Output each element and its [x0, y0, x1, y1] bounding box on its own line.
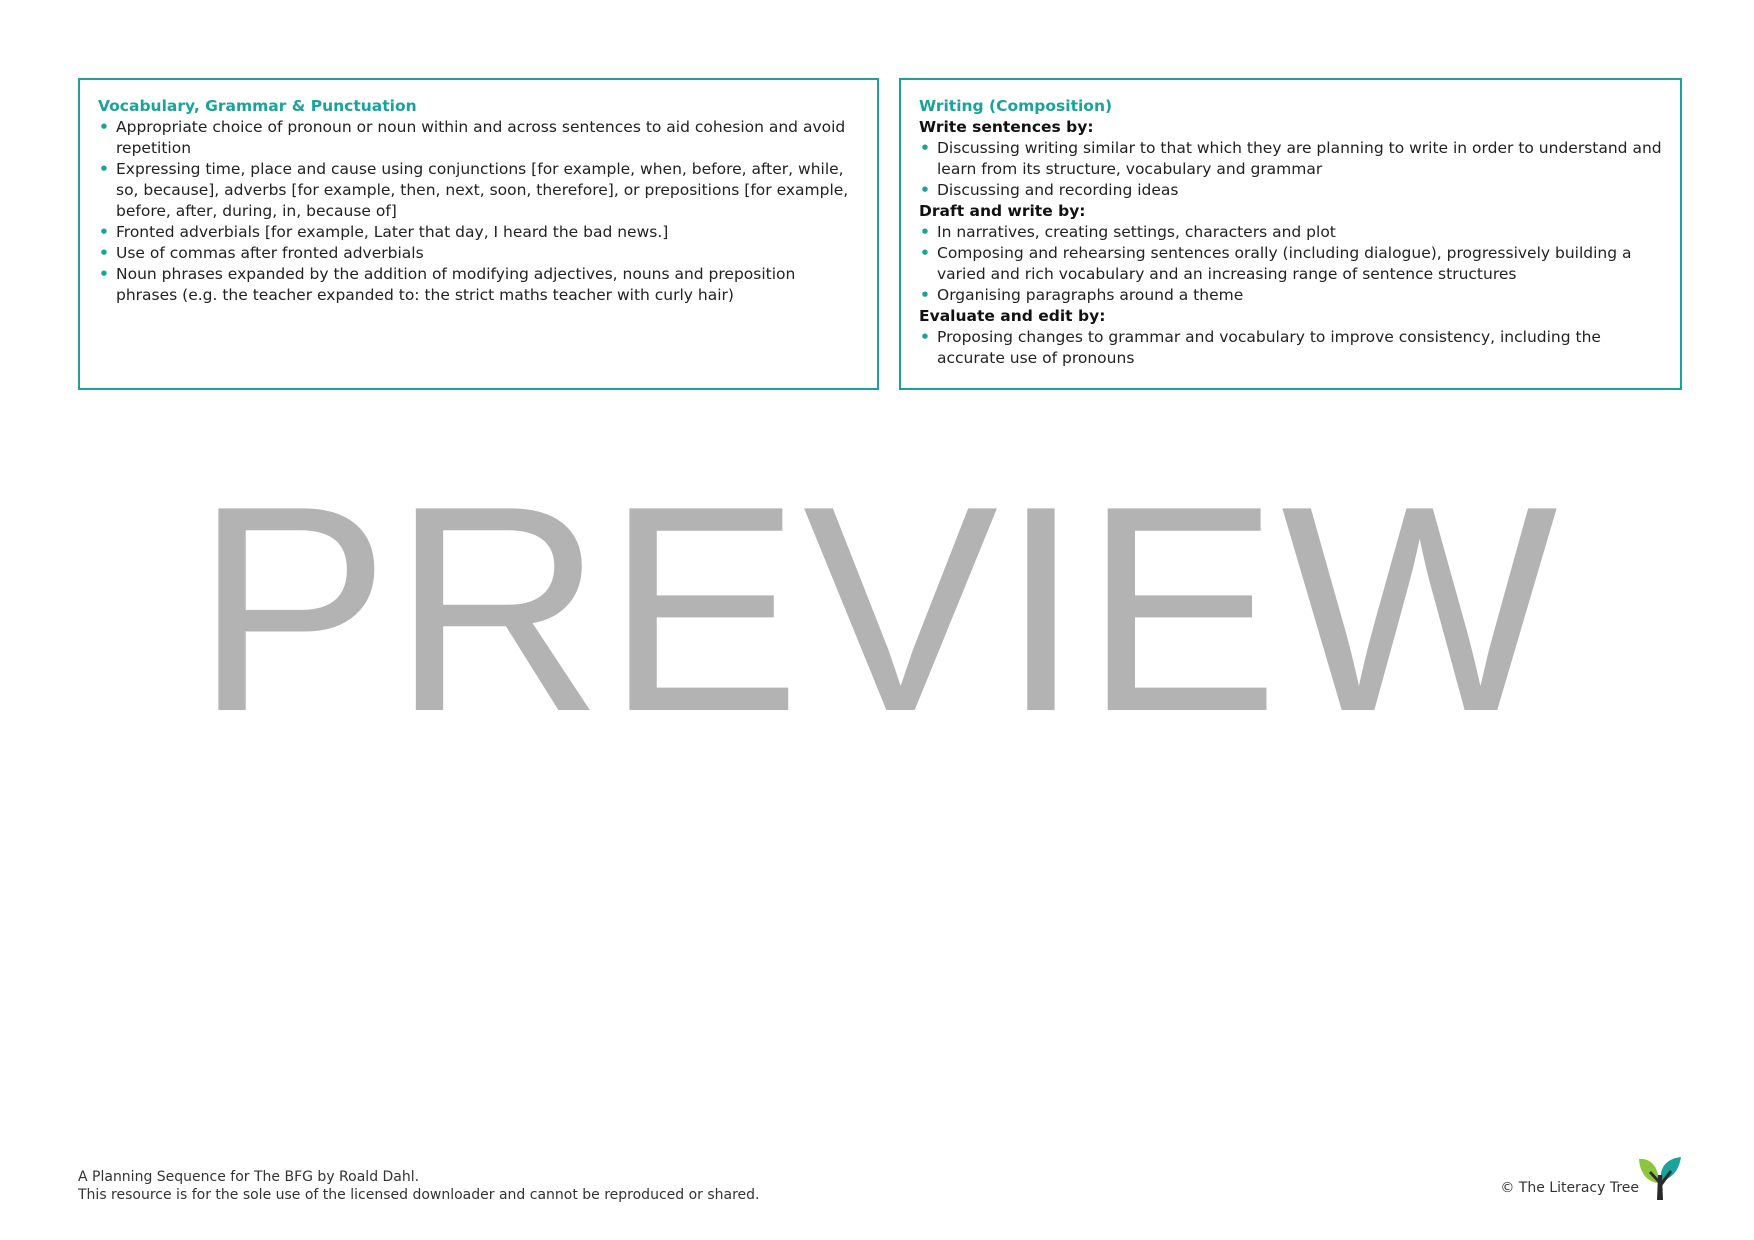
- copyright-text: © The Literacy Tree: [1500, 1180, 1639, 1196]
- bullet-list: [98, 117, 859, 306]
- list-item-text: In narratives, creating settings, characters and plot: [937, 223, 1336, 241]
- list-item-text: Fronted adverbials [for example, Later that day, I heard the bad news.]: [116, 223, 669, 241]
- list-item: [919, 180, 1662, 201]
- bullet-icon: •: [920, 223, 930, 241]
- list-item-text: Composing and rehearsing sentences orally (including dialogue), progressively building a varied and rich vocabulary and an increasing range of sentence structures: [937, 244, 1632, 283]
- literacy-tree-logo-icon: [1637, 1153, 1683, 1203]
- bullet-icon: •: [920, 286, 930, 304]
- list-item: [98, 264, 859, 306]
- bullet-icon: •: [99, 160, 109, 178]
- list-item: [919, 327, 1662, 369]
- list-item: [98, 117, 859, 159]
- list-item: [98, 159, 859, 222]
- bullet-icon: •: [99, 223, 109, 241]
- list-item: [919, 243, 1662, 285]
- box-title: Writing (Composition): [919, 97, 1113, 115]
- list-item-text: Proposing changes to grammar and vocabulary to improve consistency, including the accurate use of pronouns: [937, 328, 1601, 367]
- list-item-text: Organising paragraphs around a theme: [937, 286, 1244, 304]
- list-item-text: Appropriate choice of pronoun or noun within and across sentences to aid cohesion and avoid repetition: [116, 118, 846, 157]
- list-item: [98, 222, 859, 243]
- list-item: [919, 222, 1662, 243]
- writing-composition-box: [899, 78, 1682, 390]
- bullet-list: [919, 327, 1662, 369]
- list-item: [98, 243, 859, 264]
- list-item-text: Discussing and recording ideas: [937, 181, 1179, 199]
- bullet-icon: •: [920, 139, 930, 157]
- vocabulary-grammar-punctuation-box: [78, 78, 879, 390]
- section-heading: Evaluate and edit by:: [919, 307, 1106, 325]
- list-item-text: Discussing writing similar to that which they are planning to write in order to understand and learn from its structure, vocabulary and grammar: [937, 139, 1662, 178]
- box-title: Vocabulary, Grammar & Punctuation: [98, 97, 417, 115]
- section-heading: Write sentences by:: [919, 118, 1094, 136]
- logo-leaf-teal: [1661, 1157, 1681, 1181]
- list-item-text: Noun phrases expanded by the addition of modifying adjectives, nouns and preposition phrases (e.g. the teacher expanded to: the strict maths teacher with curly hair): [116, 265, 796, 304]
- bullet-icon: •: [99, 244, 109, 262]
- footer-title-line: A Planning Sequence for The BFG by Roald Dahl.: [78, 1169, 420, 1185]
- section-heading: Draft and write by:: [919, 202, 1086, 220]
- preview-watermark: PREVIEW: [194, 446, 1560, 773]
- bullet-icon: •: [920, 181, 930, 199]
- list-item-text: Use of commas after fronted adverbials: [116, 244, 424, 262]
- bullet-list: [919, 222, 1662, 306]
- bullet-list: [919, 138, 1662, 201]
- list-item: [919, 138, 1662, 180]
- bullet-icon: •: [920, 328, 930, 346]
- list-item-text: Expressing time, place and cause using conjunctions [for example, when, before, after, while, so, because], adverbs [for example, then, next, soon, therefore], or prepositions [for example, before, after, during, in, because of]: [116, 160, 849, 220]
- footer-notice: [78, 1168, 760, 1204]
- bullet-icon: •: [99, 118, 109, 136]
- bullet-icon: •: [920, 244, 930, 262]
- bullet-icon: •: [99, 265, 109, 283]
- footer-license-line: This resource is for the sole use of the licensed downloader and cannot be reproduced or shared.: [78, 1187, 760, 1203]
- list-item: [919, 285, 1662, 306]
